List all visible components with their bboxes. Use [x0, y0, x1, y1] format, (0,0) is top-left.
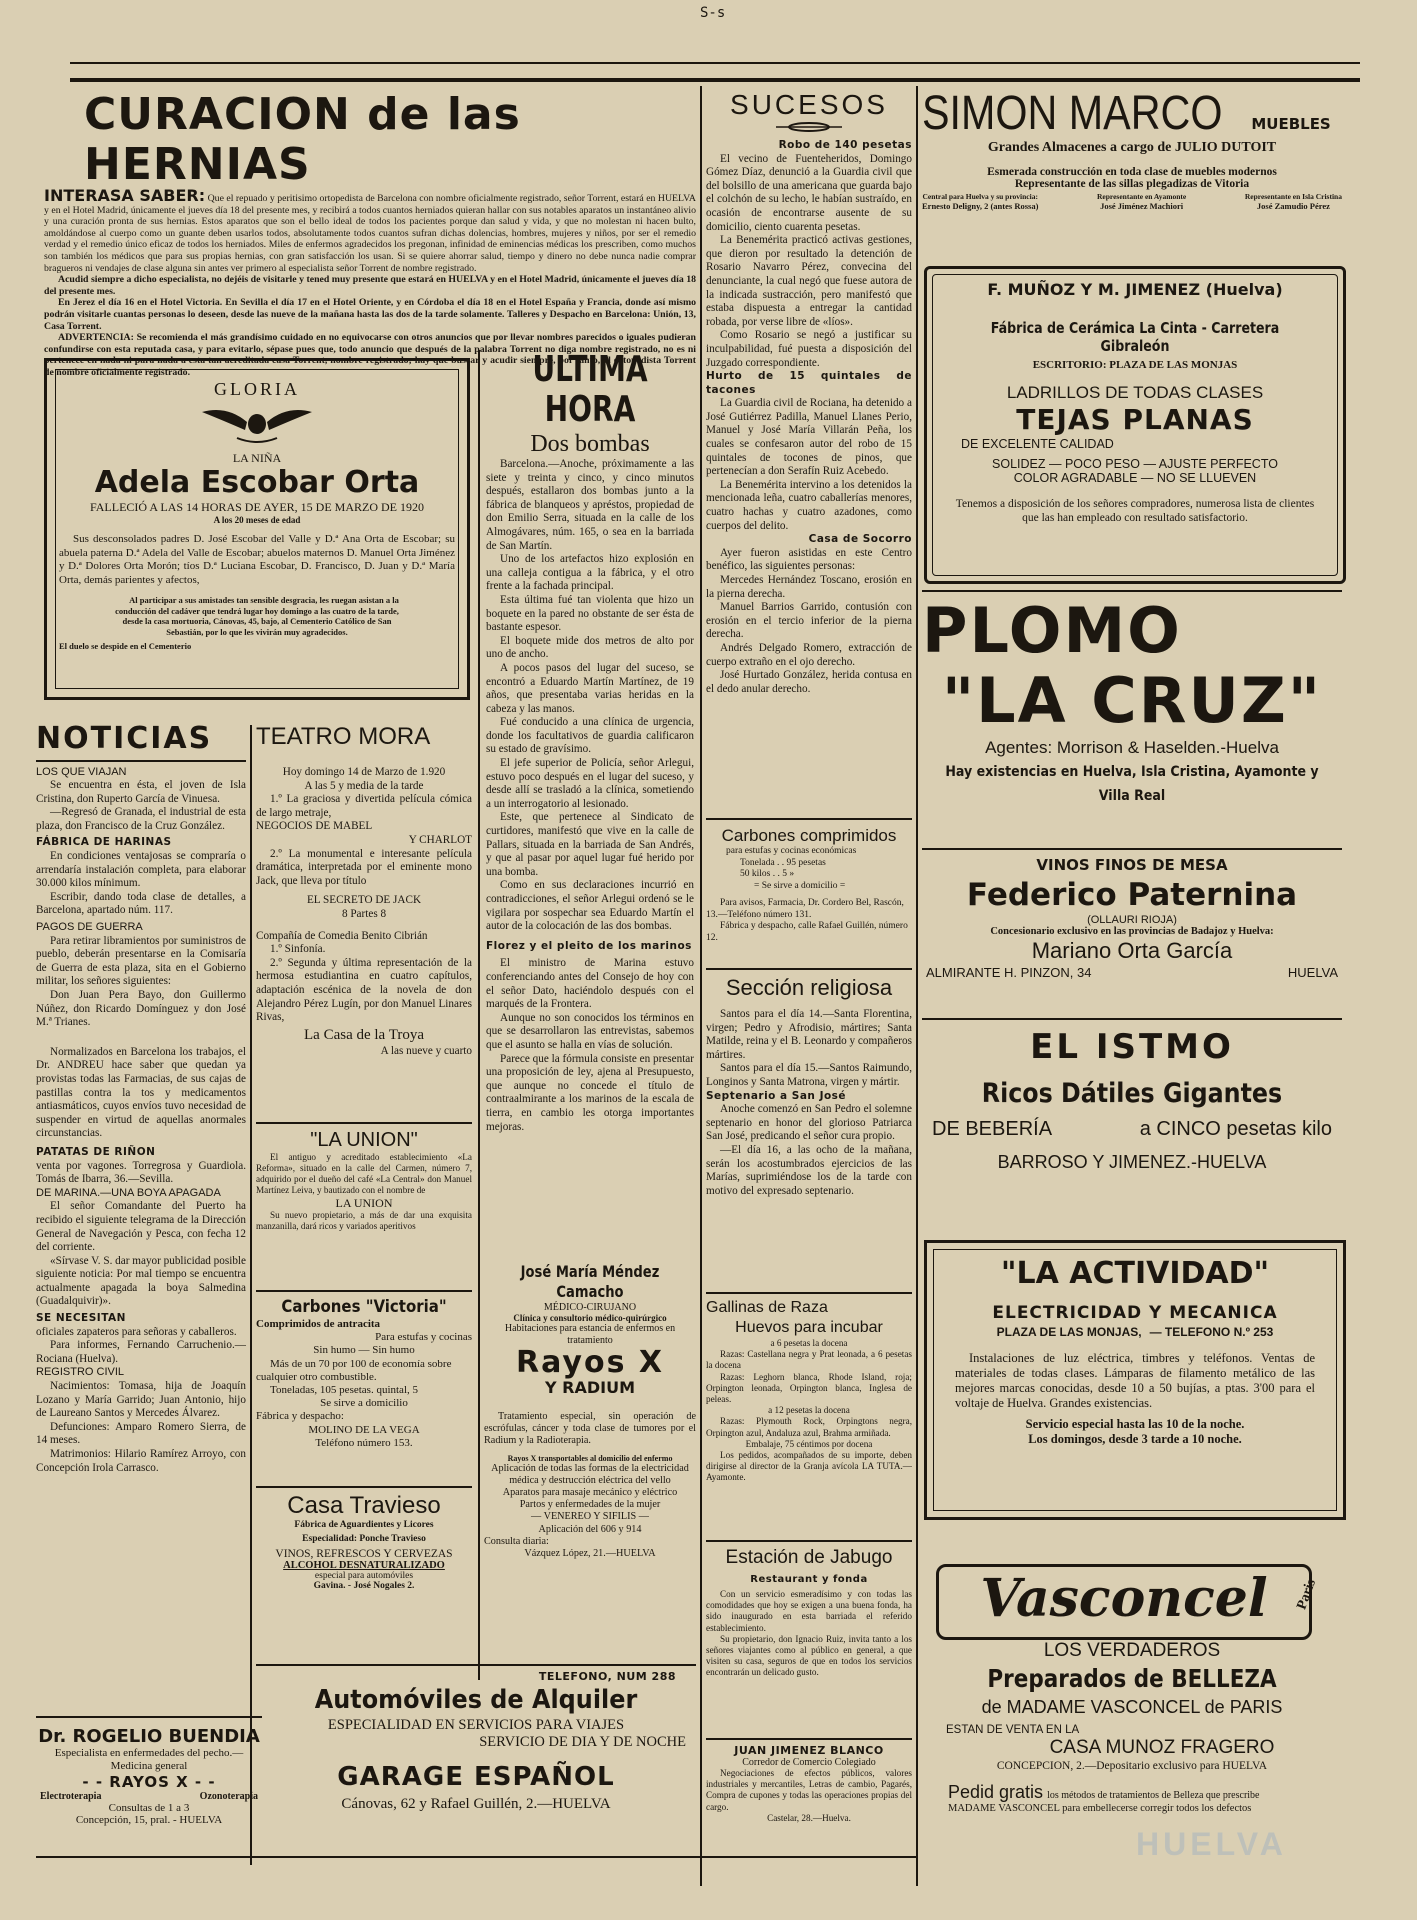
sucesos-p1: El vecino de Fuenteheridos, Domingo Gómez Díaz, denunció a la Guardia civil que del bolsillo de una americana que guarda bajo el colchón de su lecho, le habían sustraído, en ocasión de encontrarse ausente de su domicilio, ciento cuarenta pesetas. — [706, 152, 912, 233]
carbones-comp-l6: Fábrica y despacho, calle Rafael Guillén, número 12. — [706, 921, 908, 943]
obit-p1: Sus desconsolados padres D. José Escobar del Valle y D.ª Ana Orta de Escobar; su abuela paterna D.ª Adela del Valle de Escobar; abuelos maternos D. Manuel Orta Jiménez y D.ª Dolores Orta Morón; tíos D.ª Luciana Escobar, D. Francisco, D. Juan y D.ª María Orta, demás parientes y afectos, — [59, 533, 455, 586]
actividad-l4: Los domingos, desde 3 tarde a 10 noche. — [1028, 1432, 1242, 1446]
noticias-p8: venta por vagones. Torregrosa y Guardiola. Tomás de Ibarra, 36.—Sevilla. — [36, 1159, 246, 1186]
travieso-title: Casa Travieso — [287, 1492, 441, 1519]
watermark: HUELVA — [1136, 1826, 1287, 1862]
victoria-l1: Comprimidos de antracita — [256, 1318, 381, 1330]
teatro-l9: Compañía de Comedia Benito Cibrián — [256, 929, 428, 942]
mendez-l2: Habitaciones para estancia de enfermos en tratamiento — [504, 1323, 676, 1346]
teatro-l8: 8 Partes 8 — [341, 907, 387, 920]
obit-name: Adela Escobar Orta — [94, 465, 420, 500]
vasconcel-l2: Preparados de BELLEZA — [987, 1664, 1277, 1693]
teatro-title: TEATRO MORA — [256, 723, 431, 750]
ornament-icon — [706, 120, 912, 134]
sucesos — [706, 90, 912, 820]
buendia-ad — [36, 1716, 262, 1854]
blanco-p1: Negociaciones de efectos públicos, valores industriales y mercantiles, Letras de cambio, Pagarés, Compra de cupones y todas las operaciones propias del cargo. — [706, 1768, 912, 1812]
noticias-h7: REGISTRO CIVIL — [36, 1366, 125, 1379]
paternina-l4: Concesionario exclusivo en las provincias de Badajoz y Huelva: — [990, 926, 1274, 937]
noticias-p15: Matrimonios: Hilario Ramírez Arroyo, con Concepción Irola Carrasco. — [36, 1448, 246, 1474]
cinta-header: F. MUÑOZ Y M. JIMENEZ (Huelva) — [987, 280, 1283, 299]
teatro-l12: La Casa de la Troya — [304, 1026, 424, 1043]
victoria-l2: Para estufas y cocinas — [375, 1331, 472, 1344]
religiosa-title: Sección religiosa — [725, 975, 893, 1000]
obit-p2: Al participar a sus amistades tan sensible desgracia, les ruegan asistan a la conducción del cadáver que tendrá lugar hoy domingo a las cuatro de la tarde, desde la casa mortuoria, Cánovas, 45, bajo, al Cementerio Católico de San Sebastián, por lo que les vivirán muy agradecidos. — [115, 595, 399, 637]
sucesos-p3: Como Rosario se negó a justificar su inculpabilidad, fué puesta a disposición del Juzgado correspondiente. — [706, 329, 912, 369]
vasconcel-l6: CONCEPCION, 2.—Depositario exclusivo para HUELVA — [996, 1760, 1268, 1772]
garage-tel: TELEFONO, NUM 288 — [538, 1670, 676, 1683]
paternina-l7: HUELVA — [1287, 965, 1338, 980]
ultima-sub: Dos bombas — [530, 431, 650, 457]
actividad-l2a: PLAZA DE LAS MONJAS, — [996, 1325, 1142, 1339]
istmo-l1: EL ISTMO — [1030, 1027, 1234, 1067]
obit-p3: El duelo se despide en el Cementerio — [59, 641, 192, 651]
union-p1: El antiguo y acreditado establecimiento «La Reforma», situado en la calle del Carmen, número 7, adquirido por el dueño del café «La Central» don Manuel Martínez Leiva, y bautizado con el nombre de — [256, 1152, 472, 1195]
noticias-title: NOTICIAS — [36, 721, 213, 756]
obit-la-nina: LA NIÑA — [232, 451, 282, 465]
la-union-ad — [256, 1128, 472, 1248]
religiosa-p3: Anoche comenzó en San Pedro el solemne septenario en honor del glorioso Patriarca San José, predicando el señor cura propio. — [706, 1103, 912, 1143]
blanco-ad — [706, 1744, 912, 1844]
noticias-p14: Defunciones: Amparo Romero Sierra, de 14 meses. — [36, 1420, 246, 1447]
noticias-h1: LOS QUE VIAJAN — [36, 765, 127, 778]
noticias-p4: Escribir, dando toda clase de detalles, a Barcelona, apartado núm. 117. — [36, 890, 246, 917]
teatro-l5: Y CHARLOT — [408, 833, 472, 846]
column-rule-4 — [916, 86, 918, 1886]
paternina-l5: Mariano Orta García — [1031, 938, 1233, 963]
hernias-lead: INTERASA SABER: — [44, 186, 206, 205]
victoria-title: Carbones "Victoria" — [281, 1297, 447, 1317]
sucesos-h3: Casa de Socorro — [808, 533, 912, 546]
ultima-p5: A pocos pasos del lugar del suceso, se encontró a Eduardo Martín Martínez, de 19 años, que presentaba varias heridas en la cabeza y las manos. — [486, 661, 694, 715]
carbones-comp-title: Carbones comprimidos — [721, 826, 897, 845]
victoria-l4: Más de un 70 por 100 de economía sobre cualquier otro combustible. — [256, 1357, 452, 1383]
gallinas-l1: a 6 pesetas la docena — [770, 1338, 848, 1348]
ultima-p1: Barcelona.—Anoche, próximamente a las siete y treinta y cinco, y cinco minutos después, estallaron dos bombas junto a la fábrica de blanqueos y apréstos, propiedad de don Emilio Serra, situada en la calle de los Almogávares, núm. 165, o sea en la barriada de San Martín. — [486, 458, 694, 552]
carbones-comp-l4: = Se sirve a domicilio = — [754, 880, 846, 891]
el-istmo-ad — [922, 1024, 1342, 1218]
paternina-l2: Federico Paternina — [966, 877, 1298, 913]
jabugo-ad — [706, 1546, 912, 1734]
noticias-p11: oficiales zapateros para señoras y caballeros. — [36, 1325, 237, 1338]
carbones-comp-l2: Tonelada . . 95 pesetas — [740, 857, 826, 868]
ultima-p11: Aunque no son conocidos los términos en que se desarrollaron las entrevistas, sabemos que el asunto se halla en vías de solución. — [486, 1011, 694, 1051]
mendez-camacho-ad — [484, 1262, 696, 1634]
obituary-box — [44, 358, 470, 700]
istmo-l2: Ricos Dátiles Gigantes — [981, 1078, 1283, 1109]
marco-c2a: Representante en Ayamonte — [1096, 192, 1187, 201]
hernias-p4: ADVERTENCIA: Se recomienda el más grandísimo cuidado en no equivocarse con otros anuncios que por llevar nombres parecidos o iguales pudieran confundirse con esta reputada casa, y para evitarlo, sépase pues que, todo anuncio que después de la palabra Torrent no diga nombre registrado, no es ni pertenece en nada ni para nada a esta tan acreditada casa Torrent, nombre registrado; hay que buscar y acudir siempre, por tanto, al ortopedista Torrent de nombre oficialmente registrado. — [44, 332, 696, 378]
cinta-l4: TEJAS PLANAS — [1016, 403, 1254, 436]
sucesos-p6: Ayer fueron asistidas en este Centro benéfico, las siguientes personas: — [706, 546, 912, 573]
noticias-h3: PAGOS DE GUERRA — [36, 921, 143, 934]
ultima-p8: Este, que pertenece al Sindicato de curtidores, manifestó que vive en la calle de Pallars, situada en la barriada de San Andrés, y que al pasar por aquel lugar fué herido por una bomba. — [486, 811, 694, 878]
noticias-p12: Para informes, Fernando Carruchenio.—Rociana (Huelva). — [36, 1339, 246, 1365]
gallinas-sub: Huevos para incubar — [735, 1319, 883, 1336]
obit-fallecio: FALLECIÓ A LAS 14 HORAS DE AYER, 15 DE MARZO DE 1920 — [89, 500, 425, 514]
sucesos-p5: La Benemérita intervino a los detenidos la mencionada leña, cuatro caballerías menores, cuatro hachas y cuatro azadones, como cuerpos del delito. — [706, 478, 912, 532]
mendez-l6: — VENEREO Y SIFILIS — — [531, 1511, 649, 1523]
cinta-l7: COLOR AGRADABLE — NO SE LLUEVEN — [1013, 471, 1257, 485]
cinta-l8: Tenemos a disposición de los señores compradores, numerosa lista de clientes que las han empleado con resultado satisfactorio. — [955, 498, 1315, 524]
teatro-l13: A las nueve y cuarto — [380, 1044, 472, 1057]
plomo-l2: "LA CRUZ" — [941, 664, 1323, 737]
plomo-l1: PLOMO — [922, 594, 1182, 667]
marco-c3a: Representante en Isla Cristina — [1244, 192, 1342, 201]
obit-gloria: GLORIA — [214, 379, 300, 399]
istmo-l3b: a CINCO pesetas kilo — [1139, 1118, 1332, 1140]
istmo-l4: BARROSO Y JIMENEZ.-HUELVA — [997, 1152, 1267, 1172]
ultima-p7: El jefe superior de Policía, señor Arlegui, estuvo poco después en el lugar del suceso, y desde allí se trasladó a la clínica, sometiendo a un interrogatorio al lesionado. — [486, 757, 694, 810]
gallinas-l3: Razas: Leghorn blanca, Rhode Island, roja; Orpington leonada, Orpington blanca, Inglesa de peleas. — [706, 1371, 912, 1405]
buendia-l1: Especialista en enfermedades del pecho.—Medicina general — [54, 1747, 244, 1772]
noticias-h4: PATATAS DE RIÑON — [36, 1145, 156, 1158]
teatro-l6: 2.º La monumental e interesante película dramática, interpretada por el eminente mono Jack, que lleva por título — [256, 847, 472, 887]
mendez-name: José María Méndez Camacho — [520, 1262, 660, 1301]
union-title: "LA UNION" — [310, 1129, 418, 1151]
buendia-l3b: Ozonoterapia — [199, 1791, 258, 1802]
garage-l1: ESPECIALIDAD EN SERVICIOS PARA VIAJES — [327, 1717, 625, 1733]
teatro-l10: 1.º Sinfonía. — [270, 943, 326, 956]
ultima-title: ULTIMA HORA — [532, 349, 648, 430]
sucesos-p2: La Benemérita practicó activas gestiones, que dieron por resultado la detención de Rosario Navarro Pérez, convecina del denunciante, la cual negó que fuese autora de la indicada sustracción, pero manifestó que estaba dispuesta a entregar la cantidad robada, por verse libre de «líos». — [706, 234, 912, 328]
seccion-religiosa — [706, 974, 912, 1286]
mendez-l9: Vázquez López, 21.—HUELVA — [524, 1548, 656, 1560]
marco-title: SIMON MARCO — [922, 87, 1223, 140]
angel-icon — [197, 400, 317, 446]
mendez-rayos: Rayos X — [515, 1345, 665, 1380]
ultima-h2: Florez y el pleito de los marinos — [486, 939, 692, 952]
ultima-p12: Parece que la fórmula consiste en presentar una proposición de ley, ajena al Presupuesto, que aunque no concede el título de contraalmirante a los marinos de la escala de tierra, en cambio les otorga importantes mejoras. — [486, 1052, 694, 1133]
vasconcel-l3: de MADAME VASCONCEL de PARIS — [981, 1697, 1283, 1717]
casa-travieso-ad — [256, 1492, 472, 1642]
plomo-l4: Hay existencias en Huelva, Isla Cristina, Ayamonte y Villa Real — [945, 764, 1319, 804]
travieso-l1: Fábrica de Aguardientes y Licores — [294, 1520, 434, 1530]
jabugo-sub: Restaurant y fonda — [750, 1574, 868, 1585]
buendia-name: Dr. ROGELIO BUENDIA — [38, 1726, 260, 1747]
travieso-l3: VINOS, REFRESCOS Y CERVEZAS — [275, 1548, 453, 1560]
victoria-l7: Fábrica y despacho: — [256, 1410, 344, 1423]
ultima-p9: Como en sus declaraciones incurrió en contradicciones, el señor Arlegui ordenó se le vigilara por sospechar sea Eduardo Martín el autor de la colocación de las dos bombas. — [486, 879, 694, 933]
ultima-p6: Fué conducido a una clínica de urgencia, donde los facultativos de guardia calificaron su estado de gravísimo. — [486, 716, 694, 756]
religiosa-p2: Santos para el día 15.—Santos Raimundo, Longinos y Santa Matrona, virgen y mártir. — [706, 1062, 912, 1088]
noticias-h6: SE NECESITAN — [36, 1312, 126, 1325]
paternina-l6: ALMIRANTE H. PINZON, 34 — [926, 965, 1092, 980]
marco-l1: Grandes Almacenes a cargo de JULIO DUTOIT — [987, 140, 1277, 155]
top-scrap: Ѕ-ѕ — [700, 5, 726, 21]
marco-c1b: Ernesto Deligny, 2 (antes Rossa) — [922, 201, 1039, 211]
sucesos-title: SUCESOS — [730, 89, 888, 120]
garage-espanol-ad — [256, 1664, 696, 1854]
gallinas-l4: a 12 pesetas la docena — [768, 1405, 850, 1416]
jabugo-p1: Con un servicio esmeradísimo y con todas las comodidades que hoy se exigen a una buena fonda, ha sido inaugurado en esta barriada el referido establecimiento. — [706, 1589, 912, 1633]
religiosa-p1: Santos para el día 14.—Santa Florentina, virgen; Pedro y Afrodisio, mártires; Santa Matilde, reina y el B. Leonardo y compañeros mártires. — [706, 1008, 912, 1061]
sucesos-p4: La Guardia civil de Rociana, ha detenido a José Gutiérrez Padilla, Manuel Llanes Perio, Manuel y José María Villarán Peña, los cuales se confesaron autor del robo de 15 quintales de tocones de pinos, que pertenecían a don Serafín Ruiz Acebedo. — [706, 397, 912, 478]
mendez-l8: Consulta diaria: — [484, 1535, 549, 1547]
sucesos-p8: Manuel Barrios Garrido, contusión con erosión en el tercio inferior de la pierna derecha. — [706, 601, 912, 641]
carbones-comprimidos-ad — [706, 826, 912, 966]
sucesos-h1: Robo de 140 pesetas — [778, 139, 912, 151]
mendez-l5: Partos y enfermedades de la mujer — [519, 1499, 661, 1511]
actividad-l1: ELECTRICIDAD Y MECANICA — [992, 1303, 1278, 1323]
vasconcel-ad — [922, 1556, 1342, 1876]
noticias-p2: —Regresó de Granada, el industrial de esta plaza, don Francisco de la Cruz González. — [36, 806, 246, 832]
marco-c2b: José Jiménez Machiori — [1100, 201, 1184, 211]
vasconcel-logo-frame — [936, 1564, 1312, 1640]
garage-name: GARAGE ESPAÑOL — [337, 1762, 615, 1792]
sucesos-p7: Mercedes Hernández Toscano, erosión en la pierna derecha. — [706, 574, 912, 600]
victoria-l8: MOLINO DE LA VEGA — [308, 1423, 420, 1436]
simon-marco-ad — [922, 88, 1342, 258]
hernias-p2: Acudid siempre a dicho especialista, no dejéis de visitarle y tened muy presente que estará en HUELVA y en el Hotel Madrid, únicamente el jueves día 18 del presente mes. — [44, 274, 696, 297]
religiosa-h1: Septenario a San José — [706, 1089, 847, 1102]
noticias-p5: Para retirar libramientos por suministros de pueblo, deberán presentarse en la Comisaría de Guerra de esta plaza, sita en el Gobierno militar, los señores siguientes: — [36, 934, 246, 988]
actividad-title: "LA ACTIVIDAD" — [1000, 1256, 1270, 1291]
vasconcel-l5: CASA MUNOZ FRAGERO — [1049, 1737, 1275, 1758]
buendia-l3a: Electroterapia — [40, 1791, 102, 1802]
carbones-victoria-ad — [256, 1296, 472, 1488]
mendez-p1: Tratamiento especial, sin operación de escrófulas, cáncer y toda clase de tumores por el Radium y la Radioterapia. — [484, 1411, 696, 1447]
noticias-p10: «Sírvase V. S. dar mayor publicidad posible siguiente noticia: Por mal tiempo se encuentra actualmente apagada la boya Salmedina (Guadalquivir)». — [36, 1254, 246, 1308]
noticias — [36, 722, 246, 1732]
marco-l3: Representante de las sillas plegadizas de Vitoria — [1014, 178, 1250, 190]
travieso-l2: Especialidad: Ponche Travieso — [302, 1534, 426, 1544]
plomo-ad — [922, 596, 1342, 836]
ultima-p4: El boquete mide dos metros de alto por uno de ancho. — [486, 634, 694, 661]
garage-addr: Cánovas, 62 y Rafael Guillén, 2.—HUELVA — [341, 1796, 611, 1812]
gallinas-ad — [706, 1298, 912, 1536]
vasconcel-l8: MADAME VASCONCEL para embellecerse corregir todos los defectos — [948, 1803, 1252, 1814]
travieso-l4: ALCOHOL DESNATURALIZADO — [283, 1560, 445, 1571]
vasconcel-l1: LOS VERDADEROS — [1043, 1640, 1221, 1661]
gallinas-l6: Embalaje, 75 céntimos por docena — [745, 1438, 873, 1449]
religiosa-p4: —El día 16, a las ocho de la mañana, serán los acostumbrados ejercicios de las Marías, suprimiéndose los de la tarde con motivo del expresado septenario. — [706, 1143, 912, 1197]
union-p2: Su nuevo propietario, a más de dar una exquisita manzanilla, dará ricos y variados aperitivos — [256, 1210, 472, 1231]
victoria-l5: Toneladas, 105 pesetas. quintal, 5 — [270, 1384, 419, 1397]
noticias-p6: Don Juan Pera Bayo, don Guillermo Núñez, don Ricardo Domínguez y don José M.ª Trianes. — [36, 989, 246, 1029]
teatro-mora — [256, 722, 472, 1122]
hernias-title: CURACION de las HERNIAS — [84, 89, 521, 190]
carbones-comp-l1: para estufas y cocinas económicas — [726, 846, 857, 856]
gallinas-l7: Los pedidos, acompañados de su importe, deben dirigirse al director de la Granja avícola LA TUTA.—Ayamonte. — [706, 1450, 912, 1483]
jabugo-p2: Su propietario, don Ignacio Ruiz, invita tanto a los señores viajantes como al público en general, a que visiten su casa, seguros de que en todos los servicios encontrarán un delicado gusto. — [706, 1633, 912, 1678]
garage-l2: SERVICIO DE DIA Y DE NOCHE — [479, 1734, 686, 1750]
ultima-p10: El ministro de Marina estuvo conferenciando antes del Consejo de hoy con el señor Dato, haciéndolo después con el marqués de la Frontera. — [486, 957, 694, 1011]
hernias-ad — [44, 89, 696, 378]
hernias-p1: Que el repuado y peritisimo ortopedista de Barcelona con nombre oficialmente registrado, señor Torrent, estará en HUELVA y en el Hotel Madrid, únicamente el jueves día 18 del presente mes, y recibirá a todos cuantos herniados quieran hallar con sus notables aparatos un instantáneo alivio y una curación pronta de sus hernias. Estos aparatos que son el bello ideal de todos los pacientes porque dan salud y vida, y que no molestan ni hacen bulto, amoldándose al cuerpo como un guante deben usarlos todos, absolutamente todos cuantos sufran dichas dolencias, hombres, mujeres y niños, por ser el remedio verdad y el remedio único eficaz de todos los herniados. Miles de enfermos agradecidos los pregonan, infinidad de eminencias médicas los prescriben, como muchos son también los médicos que para sus propias hernias, con gran satisfacción los usan. Si se quiere ahorrar salud, tiempo y dinero no debe nunca nadie comprar bragueros ni vendajes de clase alguna sin antes ver primero al especialista señor Torrent de nombre registrado. — [44, 193, 696, 274]
noticias-p7: Normalizados en Barcelona los trabajos, el Dr. ANDREU hace saber que quedan ya provistas todas las Farmacias, de sus cajas de pastillas contra la tos y medicamentos antiasmáticos, cuyos envíos tuvo necesidad de suspender en virtud de aquellas anormales circunstancias. — [36, 1045, 246, 1140]
sucesos-p9: Andrés Delgado Romero, extracción de cuerpo extraño en el ojo derecho. — [706, 641, 912, 668]
noticias-p9: El señor Comandante del Puerto ha recibido el siguiente telegrama de la Dirección General de Navegación y Pesca, con fecha 12 del corriente. — [36, 1200, 246, 1254]
buendia-l5: Concepción, 15, pral. - HUELVA — [75, 1814, 223, 1826]
blanco-name: JUAN JIMENEZ BLANCO — [734, 1744, 884, 1757]
mendez-l4: Aparatos para masaje mecánico y eléctrico — [502, 1487, 678, 1499]
travieso-l6: Gavina. - José Nogales 2. — [313, 1581, 415, 1591]
carbones-comp-l3: 50 kilos . . 5 » — [740, 869, 795, 879]
marco-c3b: José Zamudio Pérez — [1256, 201, 1330, 211]
noticias-p3: En condiciones ventajosas se compraría o arrendaría instalación completa, para elaborar 30.000 kilos mínimum. — [36, 850, 246, 890]
vasconcel-l4: ESTAN DE VENTA EN LA — [946, 1724, 1080, 1736]
obituary-content — [59, 379, 455, 651]
mendez-p2: Aplicación de todas las formas de la electricidad médica y destrucción eléctrica del vello — [491, 1462, 689, 1486]
istmo-l3a: DE BEBERÍA — [932, 1118, 1053, 1140]
mendez-role: MÉDICO-CIRUJANO — [543, 1302, 637, 1313]
gallinas-l5: Razas: Plymouth Rock, Orpingtons negra, Orpington azul, Andaluza azul, Brahma armiñada. — [706, 1416, 912, 1438]
teatro-l3: 1.º La graciosa y divertida película cómica de largo metraje, — [256, 793, 472, 819]
top-rule — [70, 62, 1360, 64]
mendez-l1: Clínica y consultorio médico-quirúrgico — [513, 1313, 667, 1323]
cinta-l5: DE EXCELENTE CALIDAD — [961, 437, 1114, 451]
mendez-l7: Aplicación del 606 y 914 — [538, 1523, 642, 1535]
gallinas-l2: Razas: Castellana negra y Prat leonada, a 6 pesetas la docena — [706, 1349, 912, 1371]
ultima-p3: Esta última fué tan violenta que hizo un boquete en la pared no obstante de ser ésta de bastante espesor. — [486, 593, 694, 634]
actividad-p1: Instalaciones de luz eléctrica, timbres y teléfonos. Ventas de materiales de todas clases. Lámparas de filamento metálico de las mejores marcas conocidas, desde 10 a 50 bujías, a ptas. 3'00 para el voltaje de Huelva. Grandes existencias. — [955, 1351, 1315, 1410]
buendia-l2: - - RAYOS X - - — [82, 1773, 216, 1791]
garage-title: Automóviles de Alquiler — [314, 1685, 638, 1715]
hernias-p3: En Jerez el día 16 en el Hotel Victoria. En Sevilla el día 17 en el Hotel Oriente, y en Córdoba el día 18 en el Hotel España y Francia, donde así mismo podrán visitarle cuantas personas lo deseen, desde las nueve de la mañana hasta las dos de la tarde solamente. Talleres y Despacho en Barcelona: Unión, 13, Casa Torrent. — [44, 297, 696, 332]
sucesos-p10: José Hurtado González, herida contusa en el dedo anular derecho. — [706, 669, 912, 695]
teatro-l2: A las 5 y media de la tarde — [304, 779, 424, 792]
blanco-role: Corredor de Comercio Colegiado — [742, 1757, 876, 1768]
cinta-l6: SOLIDEZ — POCO PESO — AJUSTE PERFECTO — [992, 457, 1278, 471]
victoria-l6: Se sirve a domicilio — [320, 1397, 408, 1410]
noticias-p1: Se encuentra en ésta, el joven de Isla Cristina, don Ruperto García de Vinuesa. — [36, 779, 246, 805]
cinta-l3: LADRILLOS DE TODAS CLASES — [1006, 383, 1264, 402]
teatro-l7: EL SECRETO DE JACK — [306, 894, 422, 907]
column-rule-1 — [250, 725, 252, 1865]
vasconcel-l7b: los métodos de tratamientos de Belleza que prescribe — [1047, 1790, 1260, 1801]
paternina-ad — [922, 854, 1342, 1018]
marco-muebles: MUEBLES — [1251, 115, 1331, 133]
cinta-l1: Fábrica de Cerámica La Cinta - Carretera Gibraleón — [990, 319, 1280, 355]
obit-age: A los 20 meses de edad — [213, 515, 301, 525]
top-rule-heavy — [70, 78, 1360, 82]
victoria-l3: Sin humo — Sin humo — [313, 1344, 415, 1357]
la-actividad-ad — [924, 1240, 1346, 1520]
vasconcel-l7a: Pedid gratis — [948, 1782, 1044, 1802]
marco-c1a: Central para Huelva y su provincia: — [922, 192, 1038, 201]
carbones-comp-l5: Para avisos, Farmacia, Dr. Cordero Bel, Rascón, 13.—Teléfono número 131. — [706, 898, 904, 920]
la-cinta-ad — [924, 266, 1346, 584]
teatro-l11: 2.º Segunda y última representación de la hermosa estudiantina en cuatro capítulos, adaptación escénica de la novela de don Alejandro Pérez Lugín, por don Manuel Linares Rivas, — [256, 956, 472, 1024]
sucesos-h2: Hurto de 15 quintales de tacones — [706, 370, 912, 396]
mendez-radium: Y RADIUM — [544, 1378, 635, 1397]
buendia-l4: Consultas de 1 a 3 — [108, 1802, 190, 1814]
noticias-h2: FÁBRICA DE HARINAS — [36, 836, 172, 849]
gallinas-title: Gallinas de Raza — [706, 1299, 828, 1316]
plomo-l3: Agentes: Morrison & Haselden.-Huelva — [985, 738, 1279, 757]
paternina-l1: VINOS FINOS DE MESA — [1036, 856, 1228, 874]
paternina-l3: (OLLAURI RIOJA) — [1087, 914, 1177, 926]
actividad-l3: Servicio especial hasta las 10 de la noche. — [1025, 1417, 1245, 1431]
column-rule-3 — [700, 86, 702, 1886]
vasconcel-logo: Vasconcel — [980, 1568, 1268, 1629]
marco-l2: Esmerada construcción en toda clase de muebles modernos — [987, 166, 1277, 178]
actividad-l2b: — TELEFONO N.º 253 — [1149, 1325, 1274, 1339]
column-rule-2b — [478, 350, 480, 1680]
victoria-l9: Teléfono número 153. — [315, 1436, 413, 1449]
teatro-l4: NEGOCIOS DE MABEL — [256, 820, 373, 833]
cinta-l2: ESCRITORIO: PLAZA DE LAS MONJAS — [1032, 359, 1238, 371]
union-name: LA UNION — [335, 1196, 393, 1210]
teatro-l1: Hoy domingo 14 de Marzo de 1.920 — [282, 766, 446, 778]
jabugo-title: Estación de Jabugo — [725, 1547, 893, 1568]
ultima-p2: Uno de los artefactos hizo explosión en una calleja contigua a la fábrica, y el otro frente a la fachada principal. — [486, 553, 694, 593]
noticias-p13: Nacimientos: Tomasa, hija de Joaquín Lozano y María Garrido; Juan Antonio, hijo de Laureano Santos y Mercedes Álvarez. — [36, 1380, 246, 1420]
blanco-addr: Castelar, 28.—Huelva. — [767, 1812, 851, 1823]
travieso-l5: especial para automóviles — [314, 1571, 414, 1581]
noticias-h5: DE MARINA.—UNA BOYA APAGADA — [36, 1186, 221, 1199]
mendez-l3: Rayos X transportables al domicilio del enfermo — [507, 1453, 673, 1463]
vasconcel-paris: Paris — [1294, 1577, 1320, 1612]
